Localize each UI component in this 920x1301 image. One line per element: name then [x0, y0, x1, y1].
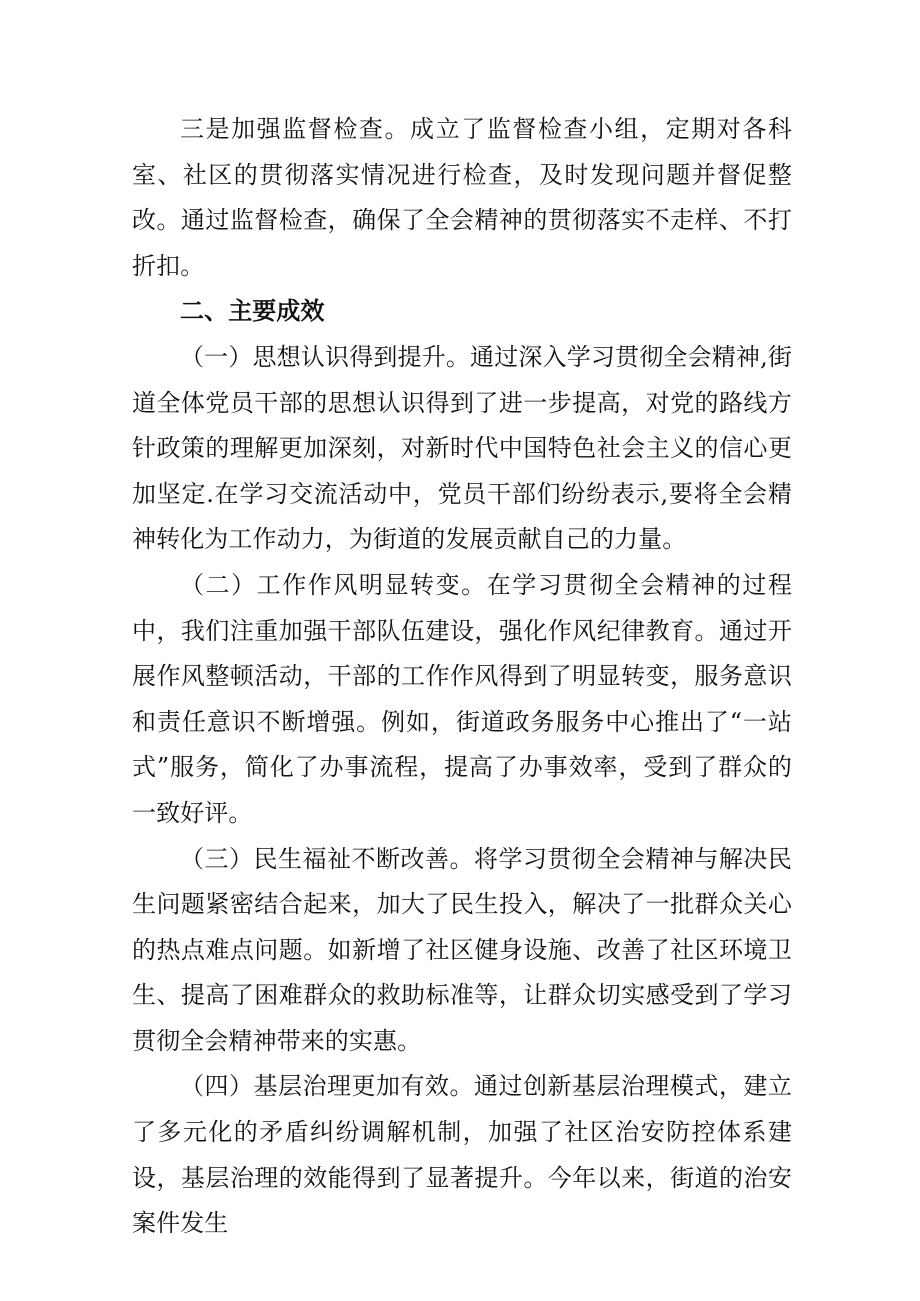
paragraph-grassroots-governance: （四）基层治理更加有效。通过创新基层治理模式，建立了多元化的矛盾纠纷调解机制，加强了社区治安防控体系建设，基层治理的效能得到了显著提升。今年以来，街道的治安案件发生 [132, 1072, 792, 1238]
section-heading-main-results: 二、主要成效 [180, 297, 325, 326]
paragraph-thinking-improved: （一）思想认识得到提升。通过深入学习贯彻全会精神,街道全体党员干部的思想认识得到了进一步提高，对党的路线方针政策的理解更加深刻，对新时代中国特色社会主义的信心更加坚定.在学习交流活动中，党员干部们纷纷表示,要将全会精神转化为工作动力，为街道的发展贡献自己的力量。 [132, 342, 792, 554]
paragraph-supervision: 三是加强监督检查。成立了监督检查小组，定期对各科室、社区的贯彻落实情况进行检查，及时发现问题并督促整改。通过监督检查，确保了全会精神的贯彻落实不走样、不打折扣。 [132, 115, 792, 280]
paragraph-work-style-changed: （二）工作作风明显转变。在学习贯彻全会精神的过程中，我们注重加强干部队伍建设，强化作风纪律教育。通过开展作风整顿活动，干部的工作作风得到了明显转变，服务意识和责任意识不断增强。例如，街道政务服务中心推出了“一站式”服务，简化了办事流程，提高了办事效率，受到了群众的一致好评。 [132, 570, 792, 827]
paragraph-livelihood-improved: （三）民生福祉不断改善。将学习贯彻全会精神与解决民生问题紧密结合起来，加大了民生投入，解决了一批群众关心的热点难点问题。如新增了社区健身设施、改善了社区环境卫生、提高了困难群众的救助标准等，让群众切实感受到了学习贯彻全会精神带来的实惠。 [132, 844, 792, 1055]
document-body [132, 107, 792, 1247]
